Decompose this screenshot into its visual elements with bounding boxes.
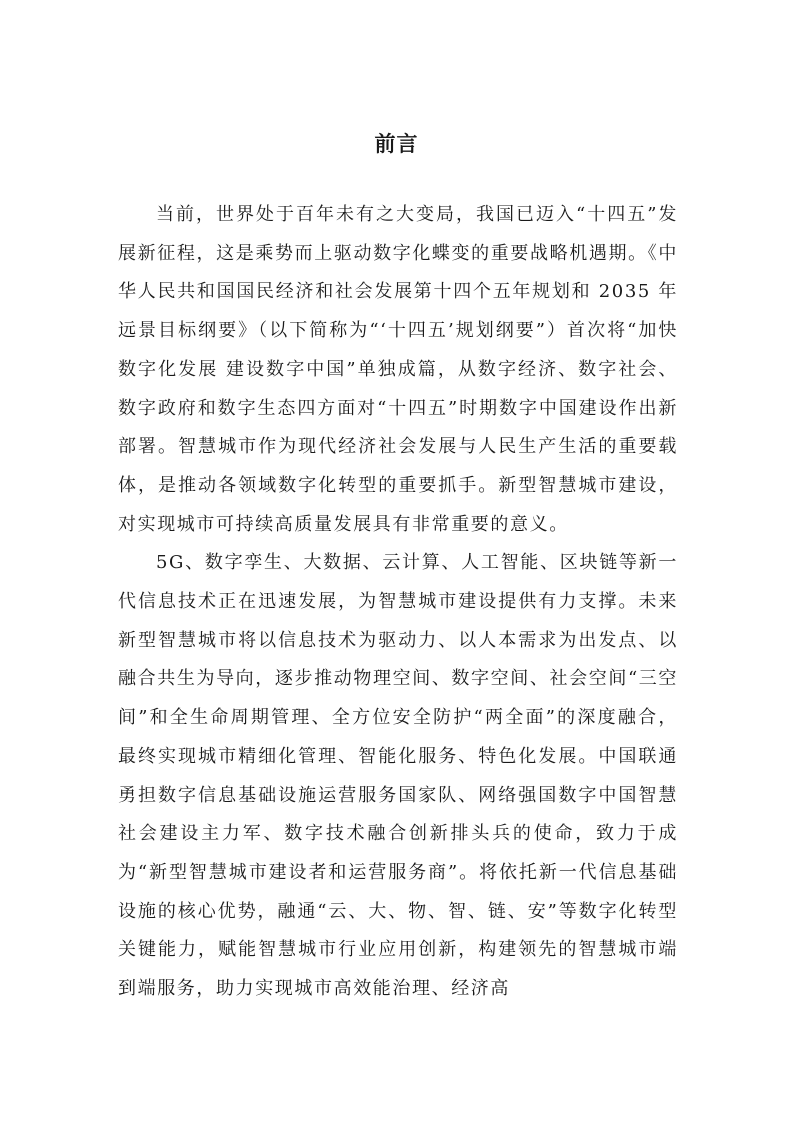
paragraph-1: 当前，世界处于百年未有之大变局，我国已迈入“十四五”发展新征程，这是乘势而上驱动数字化蝶变的重要战略机遇期。《中华人民共和国国民经济和社会发展第十四个五年规划和 2035 年远景目标纲要》（以下简称为“‘十四五’规划纲要”）首次将“加快数字化发展 建设数字中国”单独成篇，从数字经济、数字社会、数字政府和数字生态四方面对“十四五”时期数字中国建设作出新部署。智慧城市作为现代经济社会发展与人民生产生活的重要载体，是推动各领域数字化转型的重要抓手。新型智慧城市建设，对实现城市可持续高质量发展具有非常重要的意义。 bbox=[118, 204, 678, 535]
paragraph-2: 5G、数字孪生、大数据、云计算、人工智能、区块链等新一代信息技术正在迅速发展，为智慧城市建设提供有力支撑。未来新型智慧城市将以信息技术为驱动力、以人本需求为出发点、以融合共生为导向，逐步推动物理空间、数字空间、社会空间“三空间”和全生命周期管理、全方位安全防护“两全面”的深度融合，最终实现城市精细化管理、智能化服务、特色化发展。中国联通勇担数字信息基础设施运营服务国家队、网络强国数字中国智慧社会建设主力军、数字技术融合创新排头兵的使命，致力于成为“新型智慧城市建设者和运营服务商”。将依托新一代信息基础设施的核心优势，融通“云、大、物、智、链、安”等数字化转型关键能力，赋能智慧城市行业应用创新，构建领先的智慧城市端到端服务，助力实现城市高效能治理、经济高 bbox=[118, 552, 678, 1000]
document-body bbox=[118, 196, 678, 1009]
page-title: 前言 bbox=[374, 132, 419, 156]
